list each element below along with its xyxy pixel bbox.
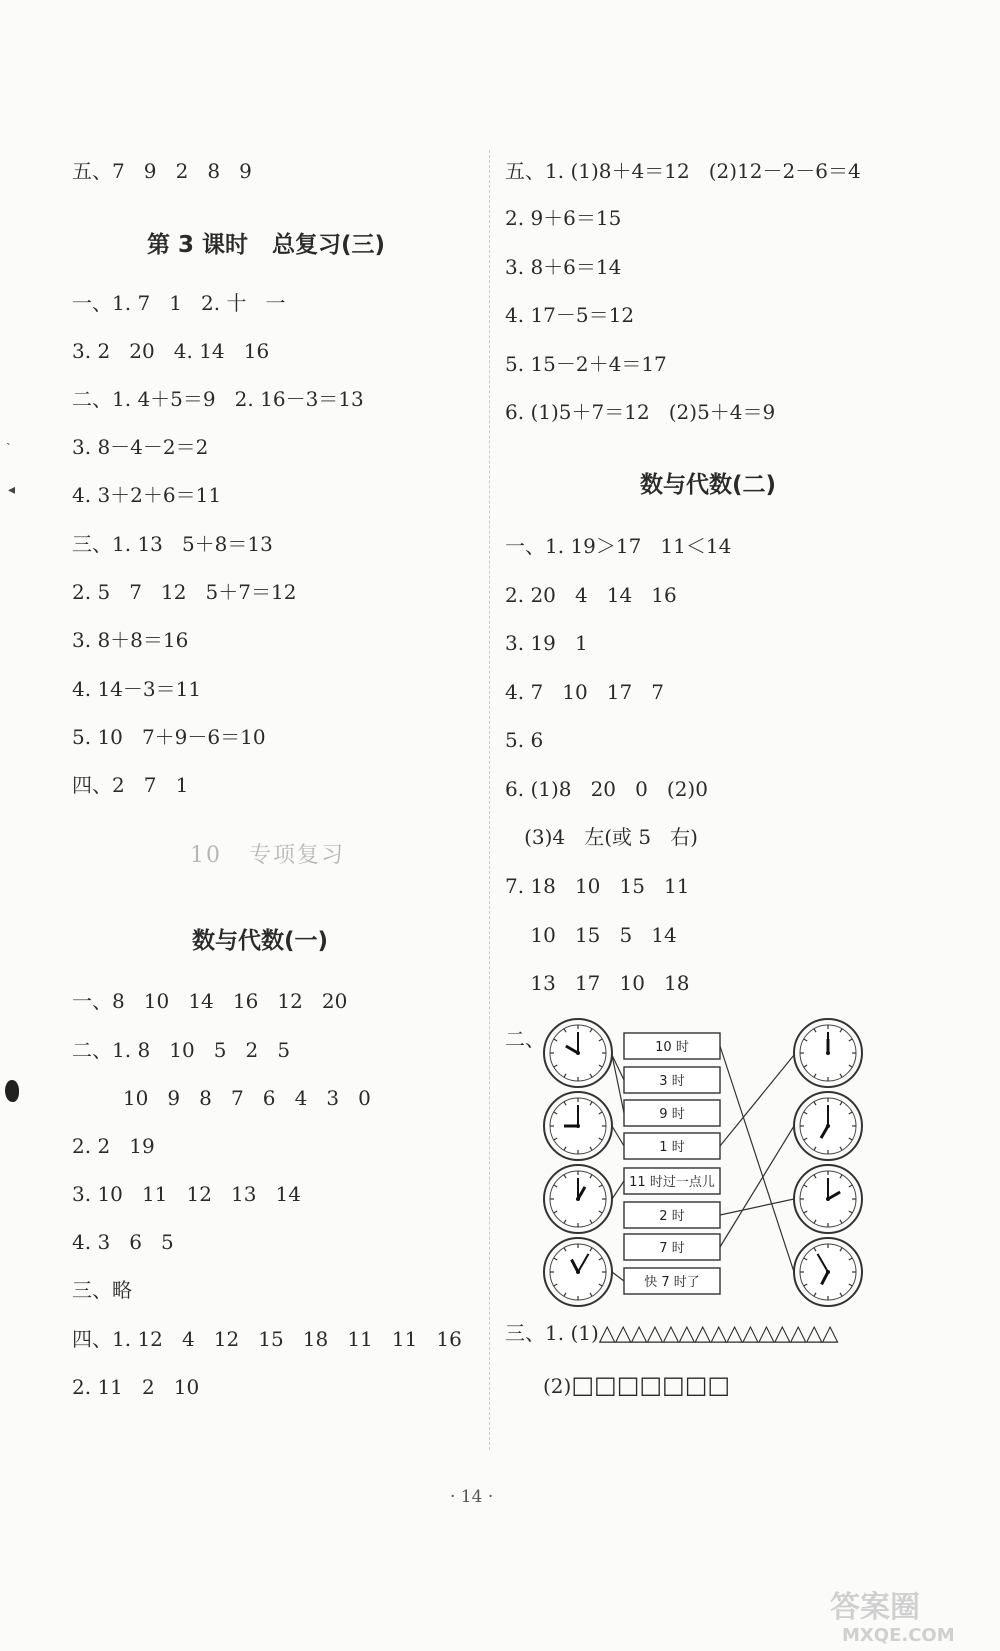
answer-line: (3)4 左(或 5 右) (505, 825, 698, 849)
time-box-label: 快 7 时了 (644, 1275, 700, 1290)
answer-line: 2. 5 7 12 5＋7＝12 (72, 580, 297, 604)
clock-icon (544, 1092, 612, 1160)
time-box-label: 3 时 (659, 1074, 685, 1089)
answer-line: 5. 15－2＋4＝17 (505, 352, 667, 376)
section-title: 10 专项复习 (190, 843, 345, 868)
answer-line: 4. 17－5＝12 (505, 303, 635, 327)
answer-line: 4. 14－3＝11 (72, 677, 202, 701)
scan-blot (5, 1080, 19, 1102)
match-line (612, 1181, 624, 1199)
question-label: 二、 (505, 1027, 545, 1051)
page-number: · 14 · (450, 1487, 494, 1507)
answer-line-triangles (505, 1320, 838, 1347)
answer-line: 三、1. 13 5＋8＝13 (72, 532, 273, 556)
time-box-label: 11 时过一点儿 (629, 1175, 715, 1190)
answer-line: 三、略 (72, 1278, 132, 1302)
answer-line: 6. (1)8 20 0 (2)0 (505, 777, 708, 801)
answer-line: 3. 2 20 4. 14 16 (72, 339, 270, 363)
answer-line: 2. 2 19 (72, 1134, 155, 1158)
answer-line: 五、1. (1)8＋4＝12 (2)12－2－6＝4 (505, 159, 861, 183)
answer-line: 3. 8－4－2＝2 (72, 435, 209, 459)
clock-center (826, 1051, 830, 1055)
answer-line: 7. 18 10 15 11 (505, 874, 690, 898)
match-line (612, 1272, 624, 1281)
answer-line: 4. 7 10 17 7 (505, 680, 665, 704)
answer-line: 3. 8＋8＝16 (72, 628, 189, 652)
answer-line: 五、7 9 2 8 9 (72, 159, 252, 183)
square-row: □□□□□□□ (571, 1371, 731, 1399)
answer-line: 10 15 5 14 (505, 923, 677, 947)
clock-center (826, 1124, 830, 1128)
topic-heading: 数与代数(二) (640, 472, 777, 498)
clock-icon (794, 1092, 862, 1160)
time-box-label: 7 时 (659, 1241, 685, 1256)
clock-icon (544, 1019, 612, 1087)
time-box-label: 10 时 (655, 1040, 689, 1055)
clock-center (576, 1197, 580, 1201)
clock-icon (544, 1238, 612, 1306)
clock-icon (794, 1238, 862, 1306)
clock-icon (794, 1019, 862, 1087)
answer-line: 二、1. 8 10 5 2 5 (72, 1038, 291, 1062)
lesson-heading: 第 3 课时 总复习(三) (147, 232, 386, 258)
match-line (720, 1126, 794, 1247)
answer-line: 4. 3＋2＋6＝11 (72, 483, 222, 507)
match-line (612, 1055, 624, 1113)
answer-prefix: (2) (543, 1374, 572, 1398)
match-line (720, 1199, 794, 1215)
answer-line: 四、2 7 1 (72, 773, 189, 797)
answer-line: 一、1. 7 1 2. 十 一 (72, 291, 286, 315)
time-box-label: 9 时 (659, 1107, 685, 1122)
answer-line: 6. (1)5＋7＝12 (2)5＋4＝9 (505, 400, 776, 424)
answer-line: 2. 9＋6＝15 (505, 206, 622, 230)
match-line (720, 1055, 794, 1146)
scan-mark: ˎ (6, 430, 11, 446)
watermark (830, 1585, 995, 1645)
answer-line: 3. 8＋6＝14 (505, 255, 622, 279)
clock-center (576, 1051, 580, 1055)
answer-line: 四、1. 12 4 12 15 18 11 11 16 (72, 1327, 462, 1351)
answer-line: 2. 20 4 14 16 (505, 583, 677, 607)
topic-heading: 数与代数(一) (192, 928, 329, 954)
answer-line-squares (543, 1372, 730, 1399)
clock-center (826, 1197, 830, 1201)
answer-line: 3. 10 11 12 13 14 (72, 1182, 301, 1206)
answer-line: 5. 6 (505, 728, 544, 752)
match-line (720, 1046, 794, 1272)
column-divider (489, 150, 490, 1450)
clock-icon (794, 1165, 862, 1233)
scan-mark: ◂ (8, 482, 16, 498)
time-box-label: 2 时 (659, 1209, 685, 1224)
watermark-url: MXQE.COM (842, 1625, 955, 1645)
answer-prefix: 三、1. (1) (505, 1321, 599, 1345)
answer-line: 3. 19 1 (505, 631, 588, 655)
clock-center (826, 1270, 830, 1274)
answer-line: 4. 3 6 5 (72, 1230, 174, 1254)
answer-line: 一、1. 19＞17 11＜14 (505, 534, 732, 558)
clock-matching-diagram (540, 1015, 880, 1310)
clock-center (576, 1124, 580, 1128)
answer-line: 10 9 8 7 6 4 3 0 (72, 1086, 371, 1110)
clock-icon (544, 1165, 612, 1233)
time-box-label: 1 时 (659, 1140, 685, 1155)
watermark-text: 答案圈 (830, 1590, 920, 1625)
clock-center (576, 1270, 580, 1274)
match-line (612, 1055, 624, 1080)
answer-line: 二、1. 4＋5＝9 2. 16－3＝13 (72, 387, 364, 411)
answer-line: 5. 10 7＋9－6＝10 (72, 725, 266, 749)
triangle-row: △△△△△△△△△△△△△△△ (598, 1321, 838, 1346)
answer-line: 一、8 10 14 16 12 20 (72, 989, 348, 1013)
match-line (612, 1126, 624, 1146)
answer-line: 2. 11 2 10 (72, 1375, 200, 1399)
answer-line: 13 17 10 18 (505, 971, 690, 995)
